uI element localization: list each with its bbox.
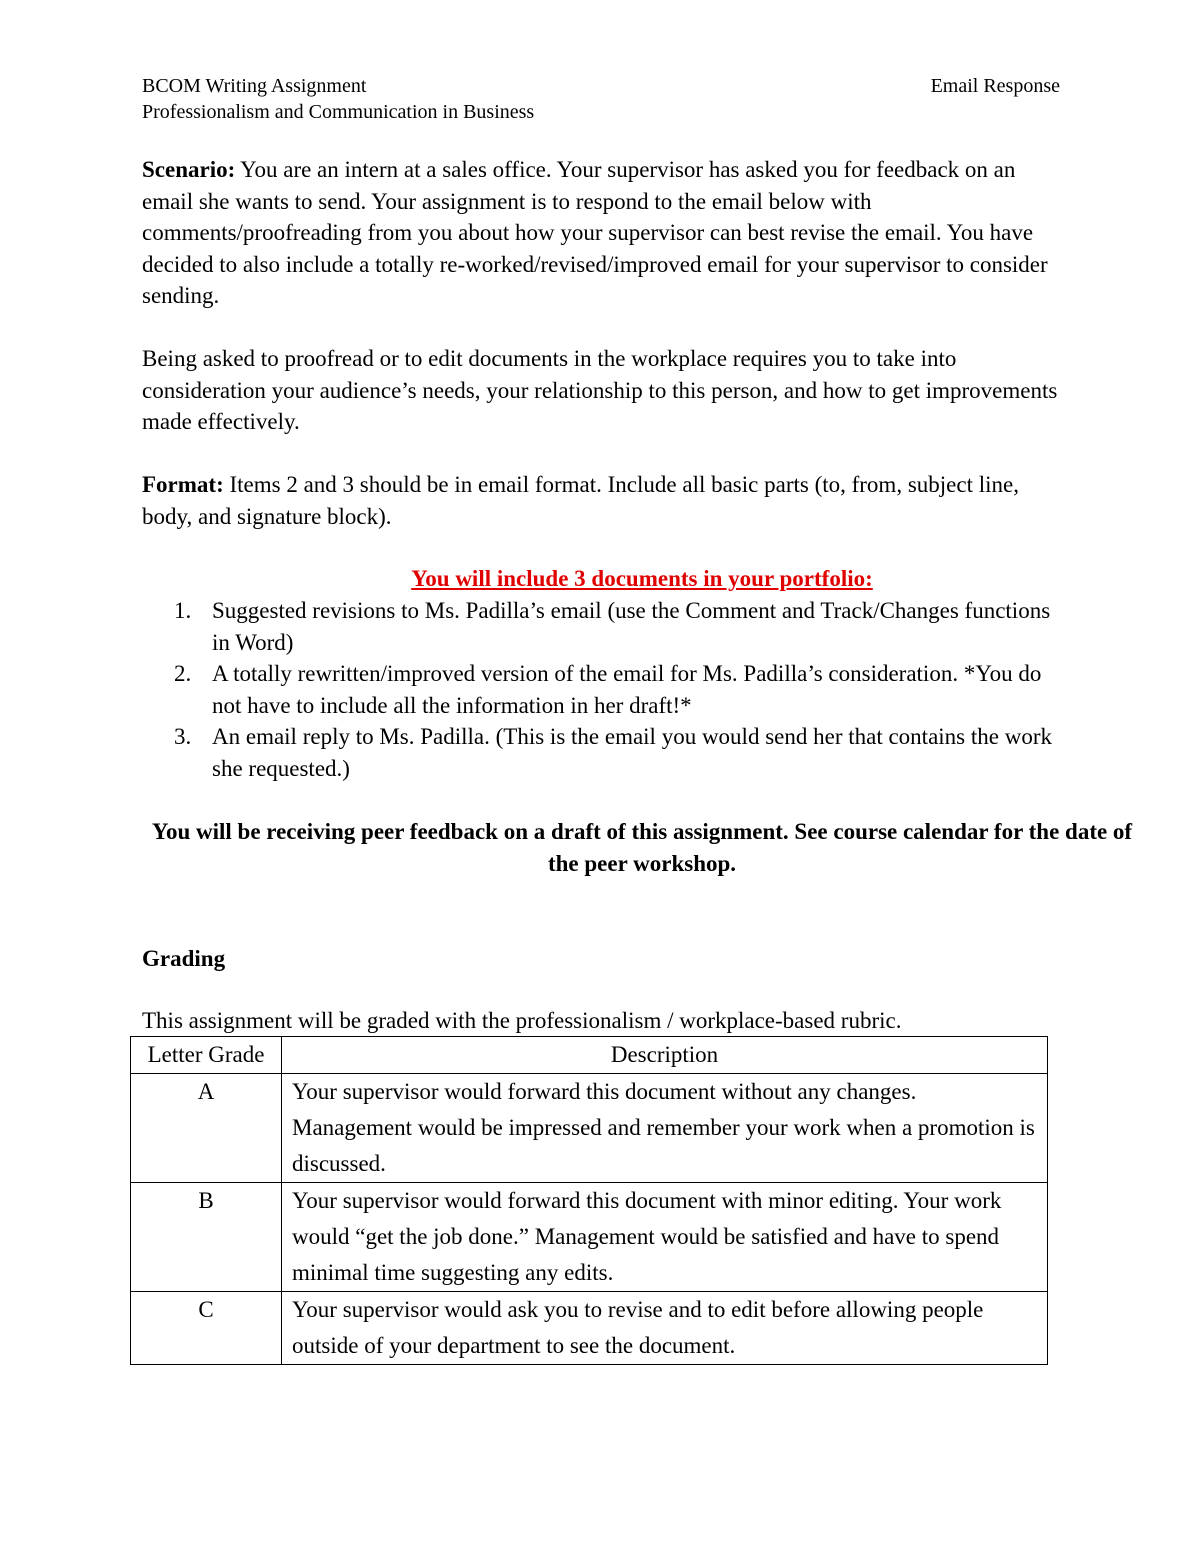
list-item-number: 1. [174, 598, 192, 623]
format-paragraph [142, 469, 1060, 532]
scenario-paragraph [142, 154, 1060, 312]
description-cell: Your supervisor would forward this document with minor editing. Your work would “get the job done.” Management would be satisfied and have to spend minimal time suggesting any edits. [282, 1183, 1048, 1292]
scenario-label: Scenario: [142, 157, 236, 182]
list-item [142, 658, 1060, 721]
list-item-text: An email reply to Ms. Padilla. (This is the email you would send her that contains the work she requested.) [212, 724, 1052, 781]
header-line-2 [142, 99, 1060, 125]
scenario-text: You are an intern at a sales office. Your supervisor has asked you for feedback on an email she wants to send. Your assignment is to respond to the email below with comments/proofreading from you about how your supervisor can best revise the email. You have decided to also include a totally re-worked/revised/improved email for your supervisor to consider sending. [142, 157, 1048, 308]
proofreading-text: Being asked to proofread or to edit documents in the workplace requires you to take into consideration your audience’s needs, your relationship to this person, and how to get improvements made effectively. [142, 346, 1058, 434]
description-cell: Your supervisor would forward this document without any changes. Management would be impressed and remember your work when a promotion is discussed. [282, 1074, 1048, 1183]
grade-cell: C [131, 1292, 282, 1365]
list-item-number: 2. [174, 661, 192, 686]
rubric-intro: This assignment will be graded with the professionalism / workplace-based rubric. [142, 1008, 902, 1033]
grading-heading: Grading [142, 946, 226, 971]
column-header-description: Description [282, 1037, 1048, 1074]
rubric-table [130, 1036, 1048, 1365]
proofreading-paragraph [142, 343, 1060, 438]
list-item-text: Suggested revisions to Ms. Padilla’s email (use the Comment and Track/Changes functions in Word) [212, 598, 1051, 655]
portfolio-list [142, 595, 1060, 784]
portfolio-heading: You will include 3 documents in your portfolio: [411, 566, 873, 591]
table-row [131, 1074, 1048, 1183]
table-row [131, 1183, 1048, 1292]
course-title: BCOM Writing Assignment [142, 75, 367, 97]
assignment-type: Email Response [930, 75, 1060, 97]
description-cell: Your supervisor would ask you to revise and to edit before allowing people outside of your department to see the document. [282, 1292, 1048, 1365]
list-item-number: 3. [174, 724, 192, 749]
list-item [142, 721, 1060, 784]
header-line-1 [142, 73, 1060, 99]
course-subtitle: Professionalism and Communication in Business [142, 101, 535, 123]
grade-cell: A [131, 1074, 282, 1183]
peer-feedback-note: You will be receiving peer feedback on a draft of this assignment. See course calendar for the date of the peer workshop. [151, 819, 1133, 876]
table-header-row [131, 1037, 1048, 1074]
column-header-grade: Letter Grade [131, 1037, 282, 1074]
format-text: Items 2 and 3 should be in email format. Include all basic parts (to, from, subject line, body, and signature block). [142, 472, 1019, 529]
format-label: Format: [142, 472, 224, 497]
list-item [142, 595, 1060, 658]
list-item-text: A totally rewritten/improved version of the email for Ms. Padilla’s consideration. *You do not have to include all the information in her draft!* [212, 661, 1042, 718]
table-row [131, 1292, 1048, 1365]
grade-cell: B [131, 1183, 282, 1292]
